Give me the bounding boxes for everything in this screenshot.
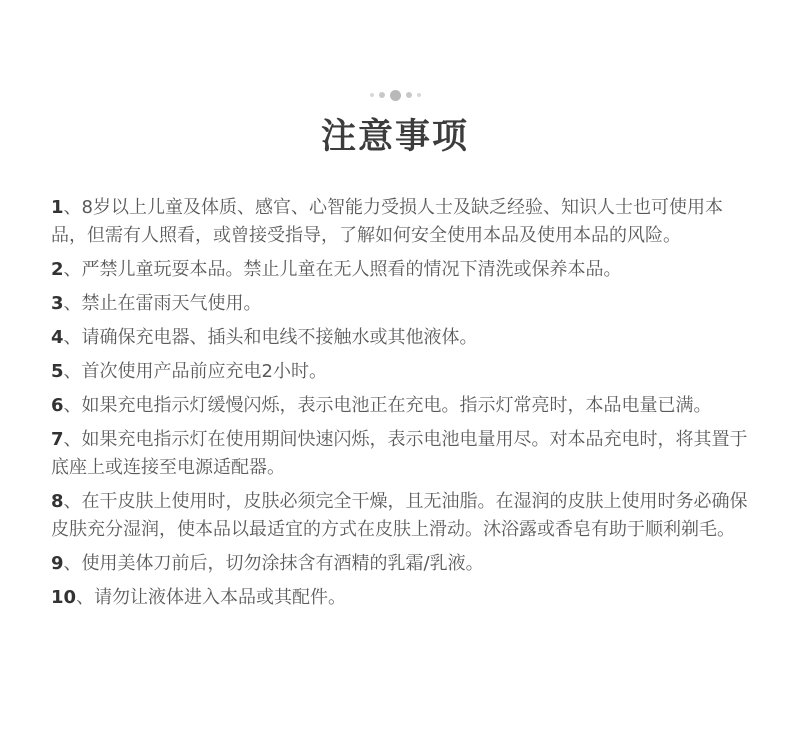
note-number: 6 [51,395,64,416]
note-text: 如果充电指示灯在使用期间快速闪烁，表示电池电量用尽。对本品充电时，将其置于底座上或连接至电源适配器。 [51,429,748,478]
note-separator: 、 [63,197,82,218]
note-text: 请确保充电器、插头和电线不接触水或其他液体。 [81,327,478,348]
note-text: 在干皮肤上使用时，皮肤必须完全干燥，且无油脂。在湿润的皮肤上使用时务必确保皮肤充分湿润，使本品以最适宜的方式在皮肤上滑动。沐浴露或香皂有助于顺利剃毛。 [51,491,748,540]
note-number: 8 [51,491,64,512]
note-separator: 、 [63,361,82,382]
note-separator: 、 [63,429,82,450]
note-separator: 、 [63,327,82,348]
note-number: 3 [51,293,64,314]
note-item [51,256,751,284]
indicator-dot [370,93,374,97]
note-number: 9 [51,553,64,574]
notes-list [51,194,751,618]
note-item [51,290,751,318]
note-text: 严禁儿童玩耍本品。禁止儿童在无人照看的情况下清洗或保养本品。 [81,259,622,280]
note-number: 4 [51,327,64,348]
note-text: 禁止在雷雨天气使用。 [81,293,262,314]
indicator-dot-active [390,90,401,101]
page-title: 注意事项 [320,117,469,157]
note-text: 8岁以上儿童及体质、感官、心智能力受损人士及缺乏经验、知识人士也可使用本品，但需有人照看，或曾接受指导，了解如何安全使用本品及使用本品的风险。 [51,197,723,246]
note-item [51,488,751,544]
note-separator: 、 [63,491,82,512]
note-item [51,194,751,250]
note-item [51,358,751,386]
note-item [51,550,751,578]
note-text: 使用美体刀前后，切勿涂抹含有酒精的乳霜/乳液。 [81,553,484,574]
note-number: 2 [51,259,64,280]
note-text: 首次使用产品前应充电2小时。 [81,361,327,382]
note-number: 10 [51,587,77,608]
note-separator: 、 [63,293,82,314]
note-item [51,584,751,612]
note-text: 如果充电指示灯缓慢闪烁，表示电池正在充电。指示灯常亮时，本品电量已满。 [81,395,712,416]
note-number: 5 [51,361,64,382]
note-item [51,324,751,352]
note-number: 7 [51,429,64,450]
note-text: 请勿让液体进入本品或其配件。 [94,587,347,608]
note-separator: 、 [63,259,82,280]
note-separator: 、 [63,395,82,416]
note-separator: 、 [76,587,95,608]
note-separator: 、 [63,553,82,574]
indicator-dot [379,92,385,98]
note-number: 1 [51,197,64,218]
note-item [51,392,751,420]
note-item [51,426,751,482]
indicator-dot [406,92,412,98]
indicator-dot [417,93,421,97]
carousel-indicator [0,89,790,101]
